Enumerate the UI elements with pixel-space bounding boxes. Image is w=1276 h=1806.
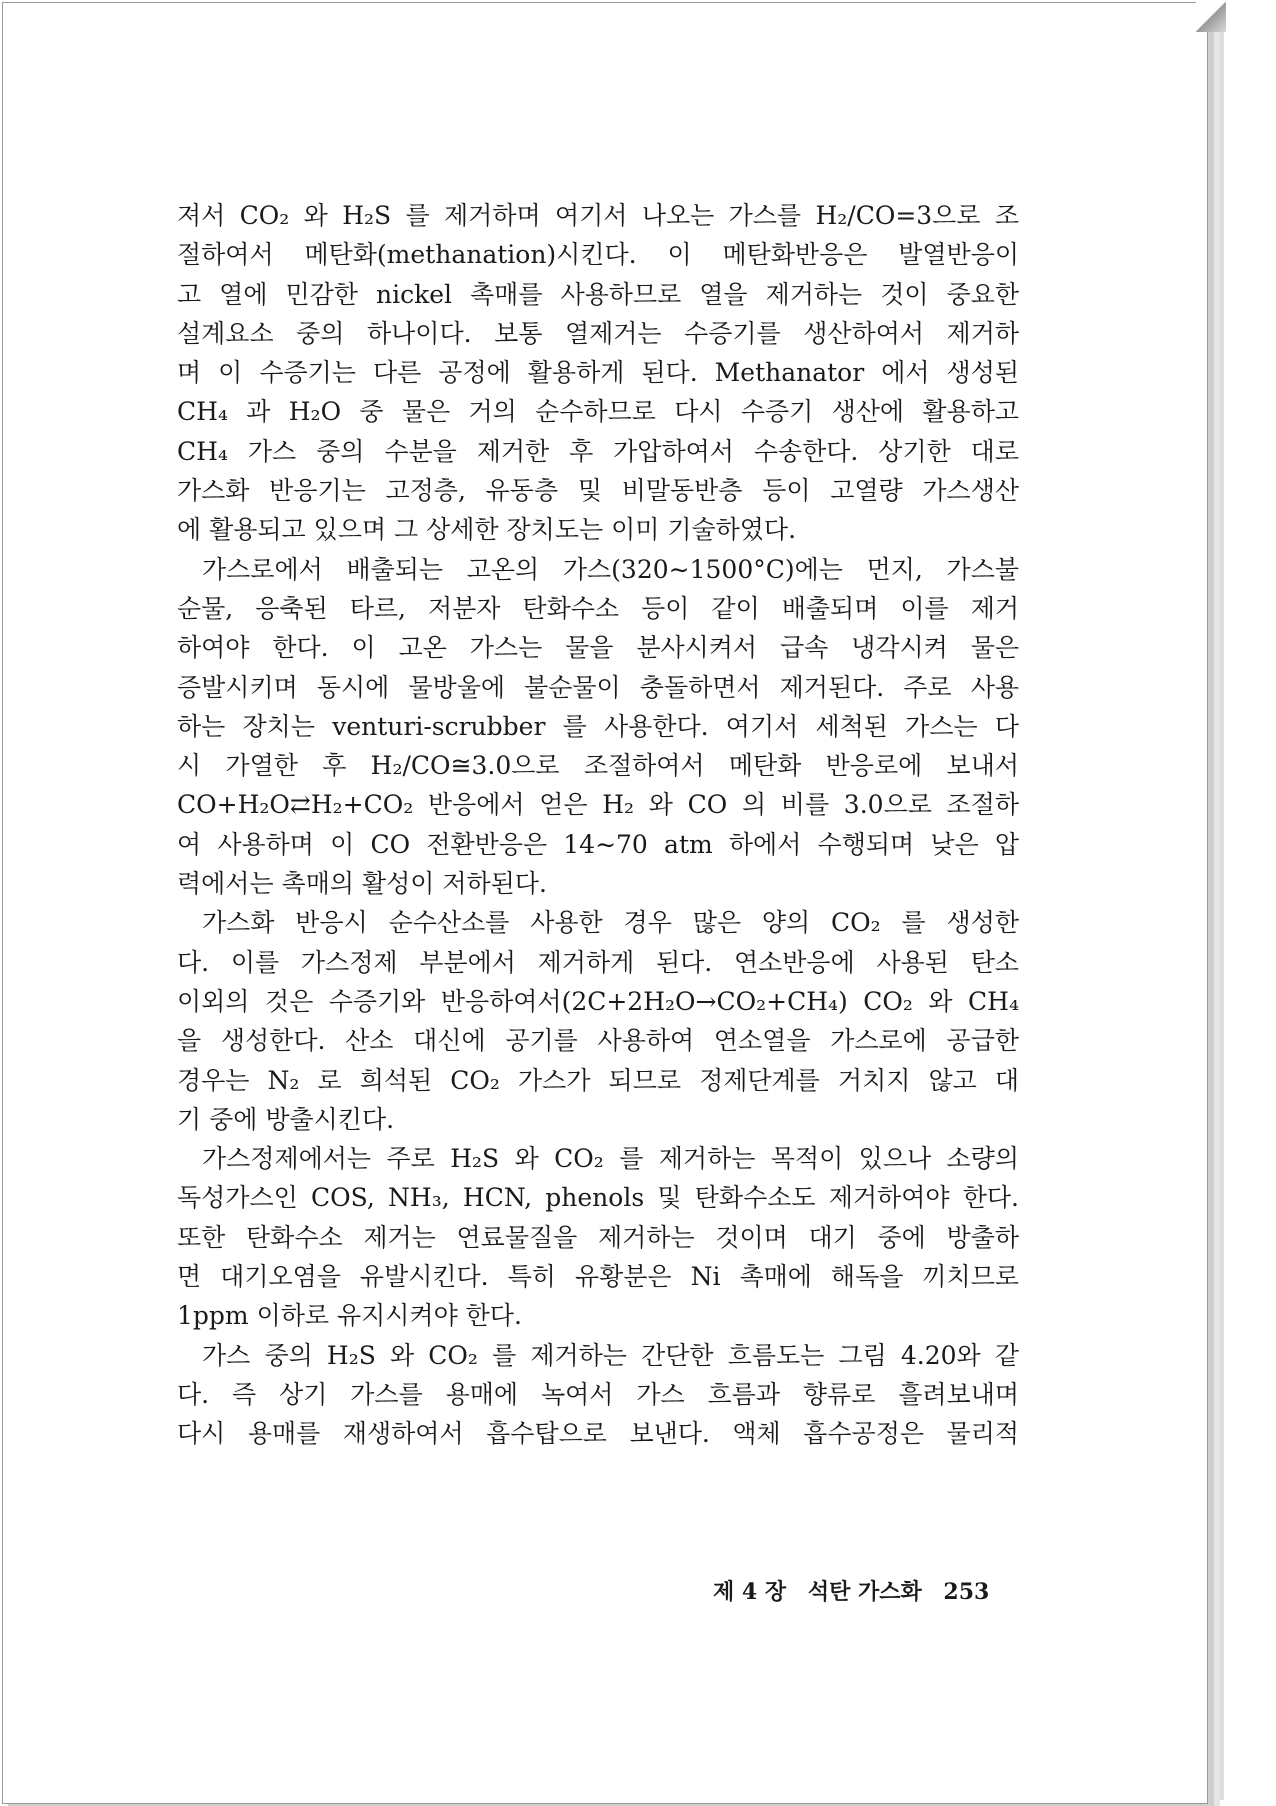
- body-text: [177, 196, 1019, 1454]
- text-line: 기 중에 방출시킨다.: [177, 1104, 395, 1134]
- page-edge-shadow: [1206, 10, 1224, 1800]
- text-line: 여 사용하며 이 CO 전환반응은 14∼70 atm 하에서 수행되며 낮은 압: [177, 829, 1019, 859]
- chapter-title: 석탄 가스화: [807, 1579, 922, 1605]
- text-line: 가스화 반응기는 고정층, 유동층 및 비말동반층 등이 고열량 가스생산: [177, 476, 1019, 506]
- text-line: 다. 즉 상기 가스를 용매에 녹여서 가스 흐름과 향류로 흘려보내며: [177, 1379, 1019, 1409]
- text-line: 증발시키며 동시에 물방울에 불순물이 충돌하면서 제거된다. 주로 사용: [177, 672, 1019, 702]
- chapter-label: 제 4 장: [713, 1579, 787, 1605]
- text-line: 면 대기오염을 유발시킨다. 특히 유황분은 Ni 촉매에 해독을 끼치므로: [177, 1262, 1019, 1292]
- text-line: 절하여서 메탄화(methanation)시킨다. 이 메탄화반응은 발열반응이: [177, 240, 1019, 270]
- text-line: 순물, 응축된 타르, 저분자 탄화수소 등이 같이 배출되며 이를 제거: [177, 593, 1019, 623]
- page-number: 253: [943, 1579, 990, 1605]
- text-line: 져서 CO₂ 와 H₂S 를 제거하며 여기서 나오는 가스를 H₂/CO=3으로 조: [177, 201, 1019, 230]
- page-corner-fold: [1196, 2, 1226, 32]
- text-line: 가스로에서 배출되는 고온의 가스(320∼1500°C)에는 먼지, 가스불: [202, 554, 1019, 584]
- text-line: CO+H₂O⇄H₂+CO₂ 반응에서 얻은 H₂ 와 CO 의 비를 3.0으로 조절하: [177, 790, 1019, 820]
- text-line: 이외의 것은 수증기와 반응하여서(2C+2H₂O→CO₂+CH₄) CO₂ 와 CH₄: [177, 986, 1019, 1016]
- text-line: 력에서는 촉매의 활성이 저하된다.: [177, 869, 547, 899]
- text-line: 다. 이를 가스정제 부분에서 제거하게 된다. 연소반응에 사용된 탄소: [177, 947, 1019, 977]
- text-line: CH₄ 가스 중의 수분을 제거한 후 가압하여서 수송한다. 상기한 대로: [177, 436, 1019, 466]
- text-line: 다시 용매를 재생하여서 흡수탑으로 보낸다. 액체 흡수공정은 물리적: [177, 1419, 1019, 1449]
- text-line: 며 이 수증기는 다른 공정에 활용하게 된다. Methanator 에서 생성된: [177, 358, 1019, 388]
- text-line: 가스화 반응시 순수산소를 사용한 경우 많은 양의 CO₂ 를 생성한: [202, 908, 1019, 938]
- text-line: 1ppm 이하로 유지시켜야 한다.: [177, 1301, 522, 1331]
- text-line: 시 가열한 후 H₂/CO≅3.0으로 조절하여서 메탄화 반응로에 보내서: [177, 751, 1019, 781]
- text-line: 하는 장치는 venturi-scrubber 를 사용한다. 여기서 세척된 가스는 다: [177, 711, 1019, 741]
- page-footer: [713, 1575, 1003, 1606]
- text-line: 설계요소 중의 하나이다. 보통 열제거는 수증기를 생산하여서 제거하: [177, 318, 1019, 348]
- text-line: 가스정제에서는 주로 H₂S 와 CO₂ 를 제거하는 목적이 있으나 소량의: [202, 1144, 1019, 1174]
- text-line: 을 생성한다. 산소 대신에 공기를 사용하여 연소열을 가스로에 공급한: [177, 1026, 1019, 1056]
- text-line: 에 활용되고 있으며 그 상세한 장치도는 이미 기술하였다.: [177, 515, 797, 545]
- text-line: 하여야 한다. 이 고온 가스는 물을 분사시켜서 급속 냉각시켜 물은: [177, 633, 1019, 663]
- text-line: CH₄ 과 H₂O 중 물은 거의 순수하므로 다시 수증기 생산에 활용하고: [177, 397, 1019, 427]
- text-line: 경우는 N₂ 로 희석된 CO₂ 가스가 되므로 정제단계를 거치지 않고 대: [177, 1065, 1019, 1095]
- text-line: 또한 탄화수소 제거는 연료물질을 제거하는 것이며 대기 중에 방출하: [177, 1222, 1019, 1252]
- text-line: 고 열에 민감한 nickel 촉매를 사용하므로 열을 제거하는 것이 중요한: [177, 279, 1019, 309]
- text-line: 가스 중의 H₂S 와 CO₂ 를 제거하는 간단한 흐름도는 그림 4.20와 같: [202, 1340, 1019, 1370]
- text-line: 독성가스인 COS, NH₃, HCN, phenols 및 탄화수소도 제거하여야 한다.: [177, 1183, 1019, 1213]
